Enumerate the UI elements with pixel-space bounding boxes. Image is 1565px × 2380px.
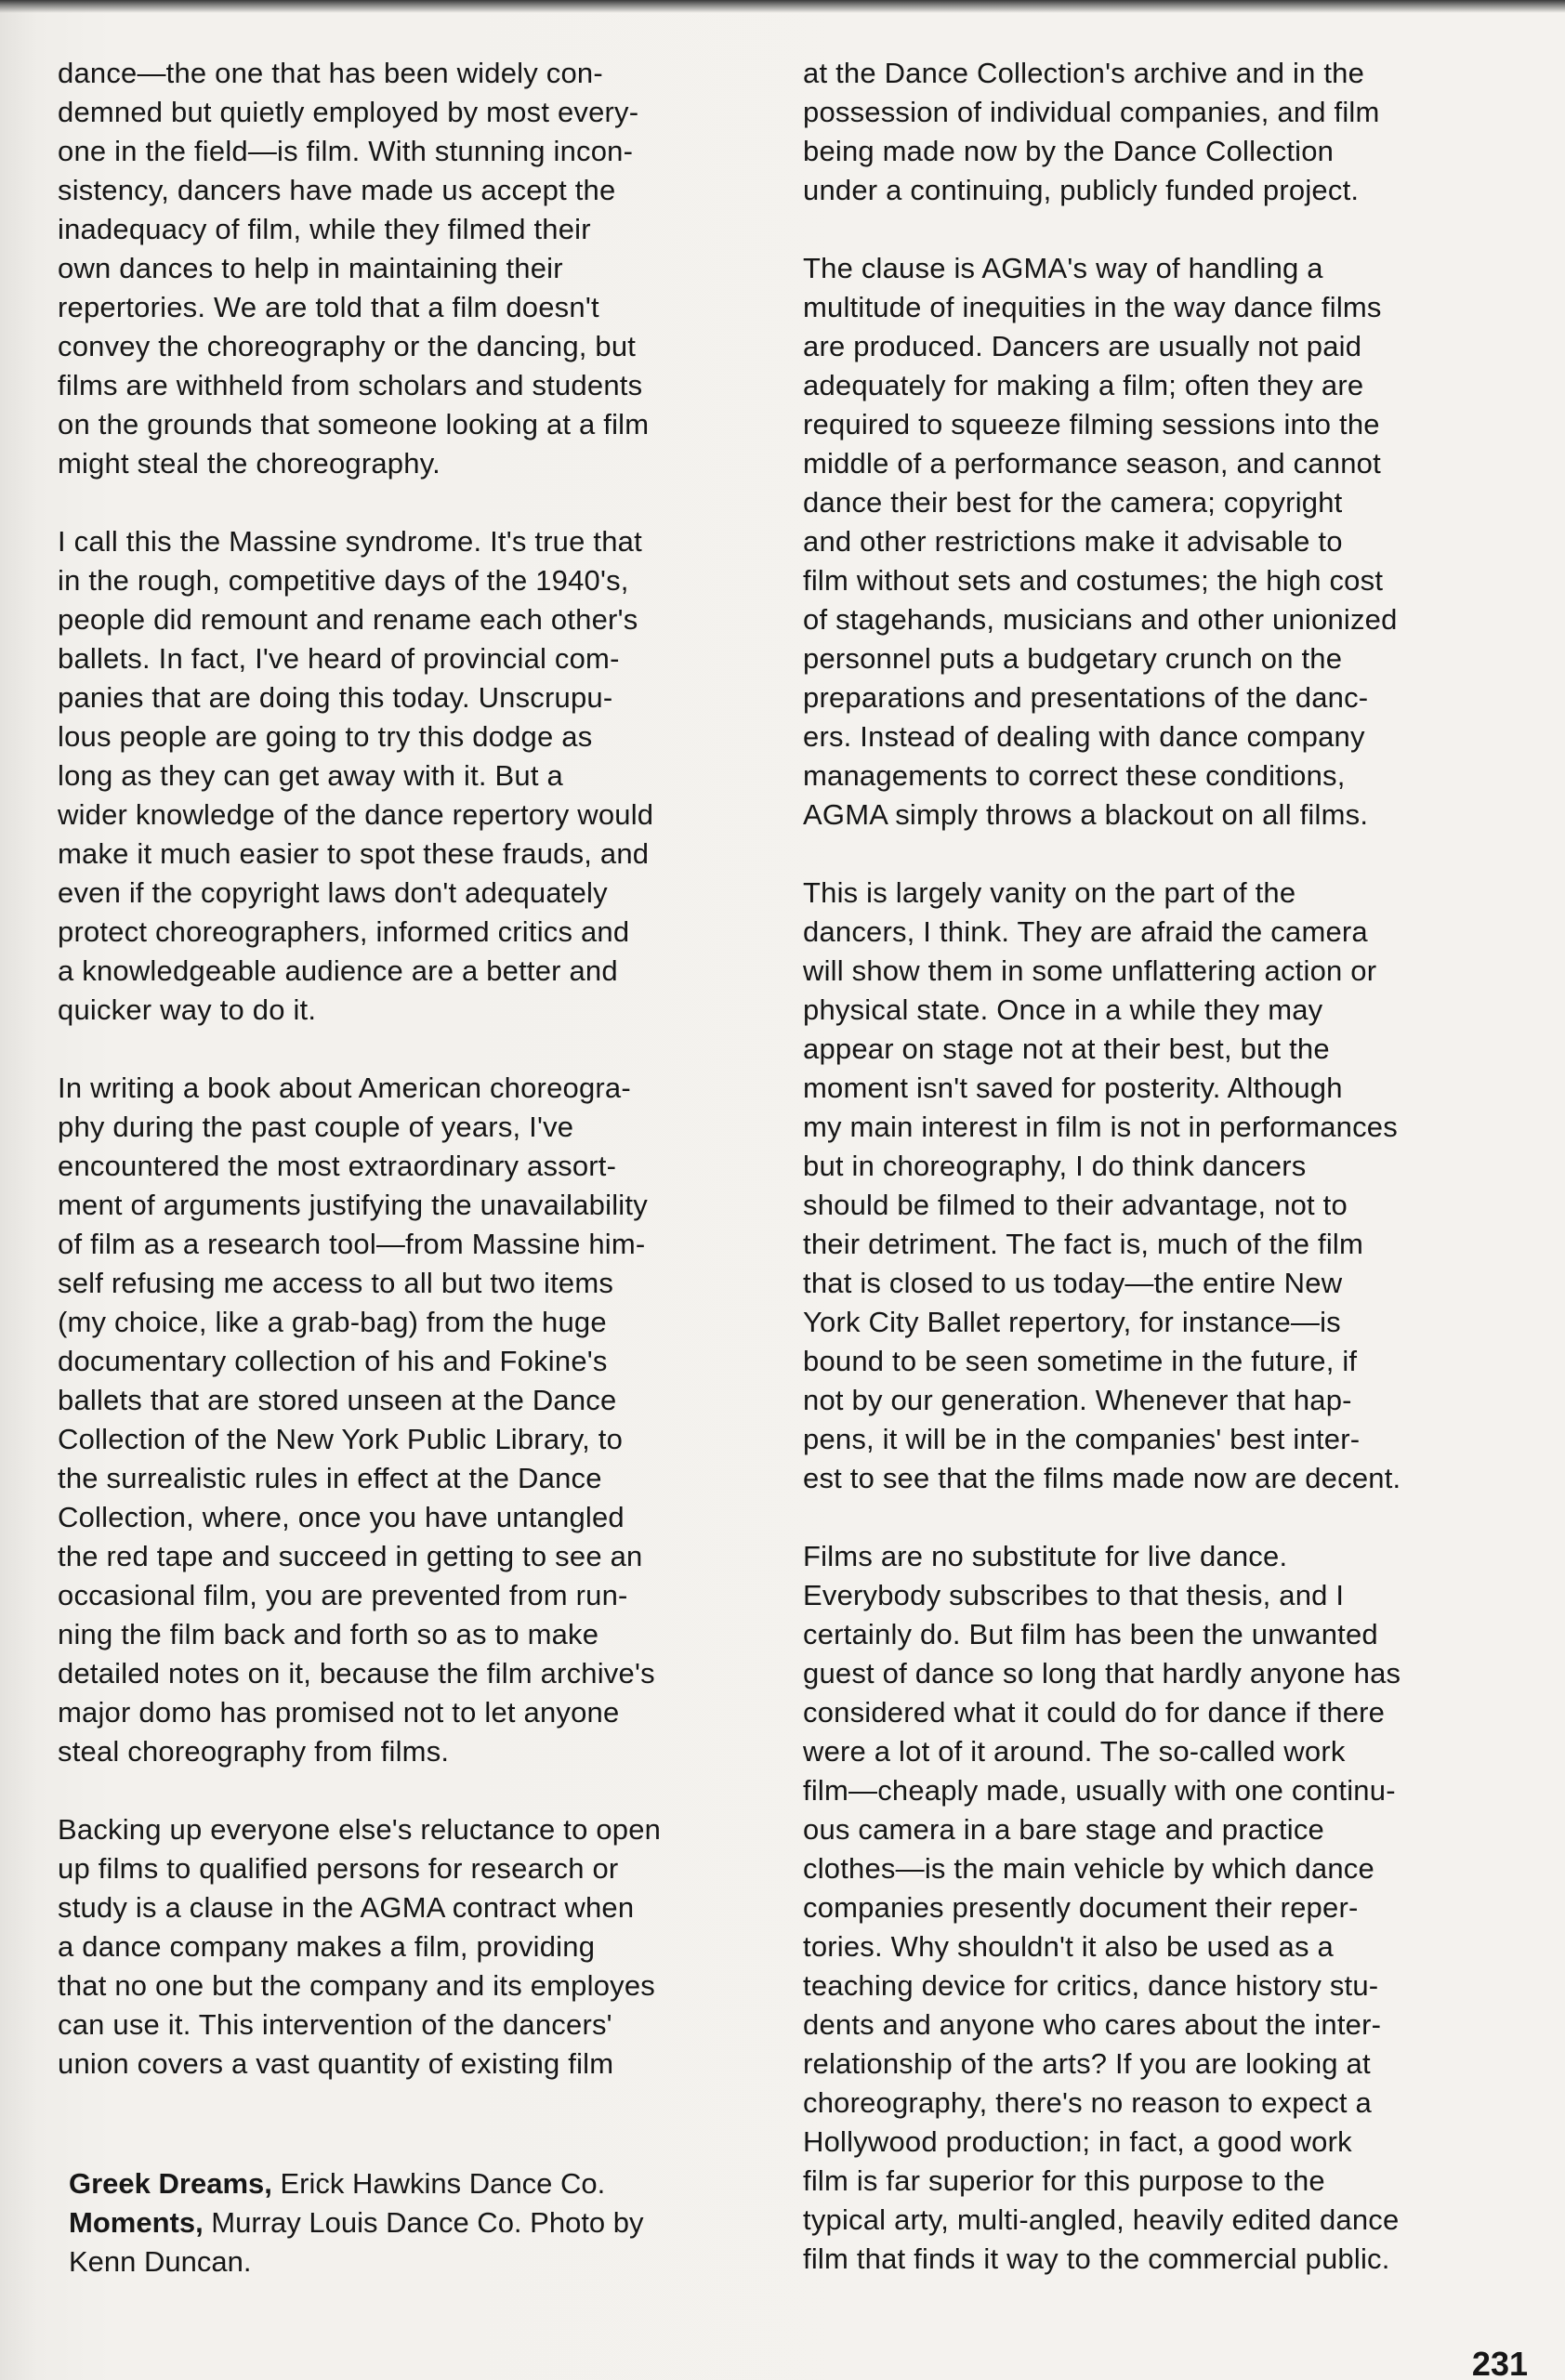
body-paragraph: Backing up everyone else's reluctance to open up films to qualified persons for research or study is a clause in the AGMA contract when a dance company makes a film, providing that no one but the company and its employes can use it. This intervention of the dancers' union covers a vast quantity of existing film: [58, 1813, 662, 2080]
body-paragraph: In writing a book about American choreogra- phy during the past couple of years, I've encountered the most extraordinary assort- ment of arguments justifying the unavailability of film as a research tool—from Massine him- self refusing me access to all but two items (my choice, like a grab-bag) from the huge documentary collection of his and Fokine's ballets that are stored unseen at the Dance Collection of the New York Public Library, to the surrealistic rules in effect at the Dance Collection, where, once you have untangled the red tape and succeed in getting to see an occasional film, you are prevented from run- ning the film back and forth so as to make detailed notes on it, because the film archive's major domo has promised not to let anyone steal choreography from films.: [58, 1072, 655, 1768]
caption-text: Kenn Duncan.: [69, 2245, 252, 2278]
body-paragraph: dance—the one that has been widely con- demned but quietly employed by most every- one in the field—is film. With stunning incon- sistency, dancers have made us accept the inadequacy of film, while they filmed their own dances to help in maintaining their repertories. We are told that a film doesn't convey the choreography or the dancing, but films are withheld from scholars and students on the grounds that someone looking at a film might steal the choreography.: [58, 57, 650, 480]
body-paragraph: This is largely vanity on the part of the dancers, I think. They are afraid the camera will show them in some unflattering action or physical state. Once in a while they may appear on stage not at their best, but the moment isn't saved for posterity. Although my main interest in film is not in performances but in choreography, I do think dancers should be filmed to their advantage, not to their detriment. The fact is, much of the film that is closed to us today—the entire New York City Ballet repertory, for instance—is bound to be seen sometime in the future, if not by our generation. Whenever that hap- pens, it will be in the companies' best inter- est to see that the films made now are decent.: [803, 876, 1401, 1494]
page-number: 231: [1471, 2345, 1528, 2380]
caption-line: [69, 2242, 775, 2281]
body-paragraph: at the Dance Collection's archive and in the possession of individual companies, and film being made now by the Dance Collection under a continuing, publicly funded project.: [803, 57, 1380, 206]
body-paragraph: Films are no substitute for live dance. Everybody subscribes to that thesis, and I certainly do. But film has been the unwanted guest of dance so long that hardly anyone has considered what it could do for dance if there were a lot of it around. The so-called work film—cheaply made, usually with one continu- ous camera in a bare stage and practice clothes—is the main vehicle by which dance companies presently document their reper- tories. Why shouldn't it also be used as a teaching device for critics, dance history stu- dents and anyone who cares about the inter- relationship of the arts? If you are looking at choreography, there's no reason to expect a Hollywood production; in fact, a good work film is far superior for this purpose to the typical arty, multi-angled, heavily edited dance film that finds it way to the commercial public.: [803, 1540, 1401, 2275]
caption-text: Erick Hawkins Dance Co.: [271, 2167, 606, 2200]
right-text-column: [803, 54, 1528, 2318]
page-top-edge: [0, 0, 1565, 13]
caption-title: Greek Dreams,: [69, 2167, 272, 2200]
body-paragraph: I call this the Massine syndrome. It's true that in the rough, competitive days of the 1940's, people did remount and rename each other's ballets. In fact, I've heard of provincial com- panies that are doing this today. Unscrupu- lous people are going to try this dodge as long as they can get away with it. But a wider knowledge of the dance repertory would make it much easier to spot these frauds, and even if the copyright laws don't adequately protect choreographers, informed critics and a knowledgeable audience are a better and quicker way to do it.: [58, 525, 654, 1026]
body-paragraph: The clause is AGMA's way of handling a multitude of inequities in the way dance films are produced. Dancers are usually not paid adequately for making a film; often they are required to squeeze filming sessions into the middle of a performance season, and cannot dance their best for the camera; copyright and other restrictions make it advisable to film without sets and costumes; the high cost of stagehands, musicians and other unionized personnel puts a budgetary crunch on the preparations and presentations of the danc- ers. Instead of dealing with dance company managements to correct these conditions, AGMA simply throws a blackout on all films.: [803, 252, 1398, 831]
caption-line: [69, 2203, 775, 2242]
caption-title: Moments,: [69, 2206, 204, 2239]
photo-caption: [69, 2164, 775, 2281]
caption-line: [69, 2164, 775, 2203]
left-text-column: [58, 54, 773, 2123]
caption-text: Murray Louis Dance Co. Photo by: [203, 2206, 644, 2239]
